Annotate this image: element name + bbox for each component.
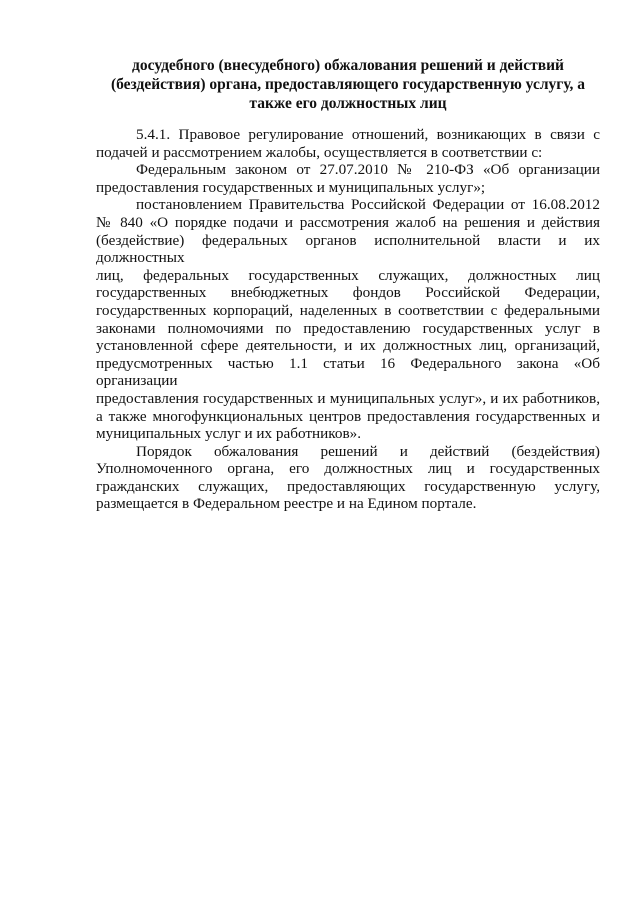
text-line: постановлением Правительства Российской Федерации от 16.08.2012 [136, 196, 600, 214]
section-heading [96, 56, 600, 113]
text-line: предусмотренных частью 1.1 статьи 16 Федерального закона «Об организации [96, 354, 600, 390]
text-line: предоставления государственных и муниципальных услуг», и их работников, [96, 389, 600, 407]
text-line: а также многофункциональных центров предоставления государственных и [96, 407, 600, 425]
text-line: гражданских служащих, предоставляющих государственную услугу, [96, 477, 600, 495]
text-line: размещается в Федеральном реестре и на Едином портале. [96, 495, 477, 513]
text-line: государственных корпораций, наделенных в соответствии с федеральными [96, 301, 600, 319]
text-line: Порядок обжалования решений и действий (бездействия) [136, 442, 600, 460]
text-line: предоставления государственных и муниципальных услуг»; [96, 178, 486, 196]
paragraph-5-4-1 [96, 126, 600, 161]
text-line: 5.4.1. Правовое регулирование отношений, возникающих в связи с [136, 126, 600, 143]
paragraph-federal-law [96, 161, 600, 196]
paragraph-government-resolution [96, 196, 600, 442]
text-line: лиц, федеральных государственных служащих, должностных лиц [96, 266, 600, 284]
text-line: государственных внебюджетных фондов Российской Федерации, [96, 284, 600, 302]
document-body [96, 126, 600, 513]
text-line: (бездействие) федеральных органов исполнительной власти и их должностных [96, 231, 600, 267]
text-line: муниципальных услуг и их работников». [96, 425, 362, 443]
paragraph-appeal-procedure [96, 443, 600, 513]
text-line: Уполномоченного органа, его должностных лиц и государственных [96, 460, 600, 478]
heading-line-1: досудебного (внесудебного) обжалования решений и действий [132, 57, 564, 74]
heading-line-3: также его должностных лиц [249, 95, 447, 112]
text-line: установленной сфере деятельности, и их должностных лиц, организаций, [96, 337, 600, 355]
heading-line-2: (бездействия) органа, предоставляющего государственную услугу, а [110, 76, 586, 93]
text-line: Федеральным законом от 27.07.2010 № 210-ФЗ «Об организации [136, 161, 600, 179]
text-line: законами полномочиями по предоставлению государственных услуг в [96, 319, 600, 337]
text-line: подачей и рассмотрением жалобы, осуществляется в соответствии с: [96, 143, 543, 161]
text-line: № 840 «О порядке подачи и рассмотрения жалоб на решения и действия [96, 213, 600, 231]
